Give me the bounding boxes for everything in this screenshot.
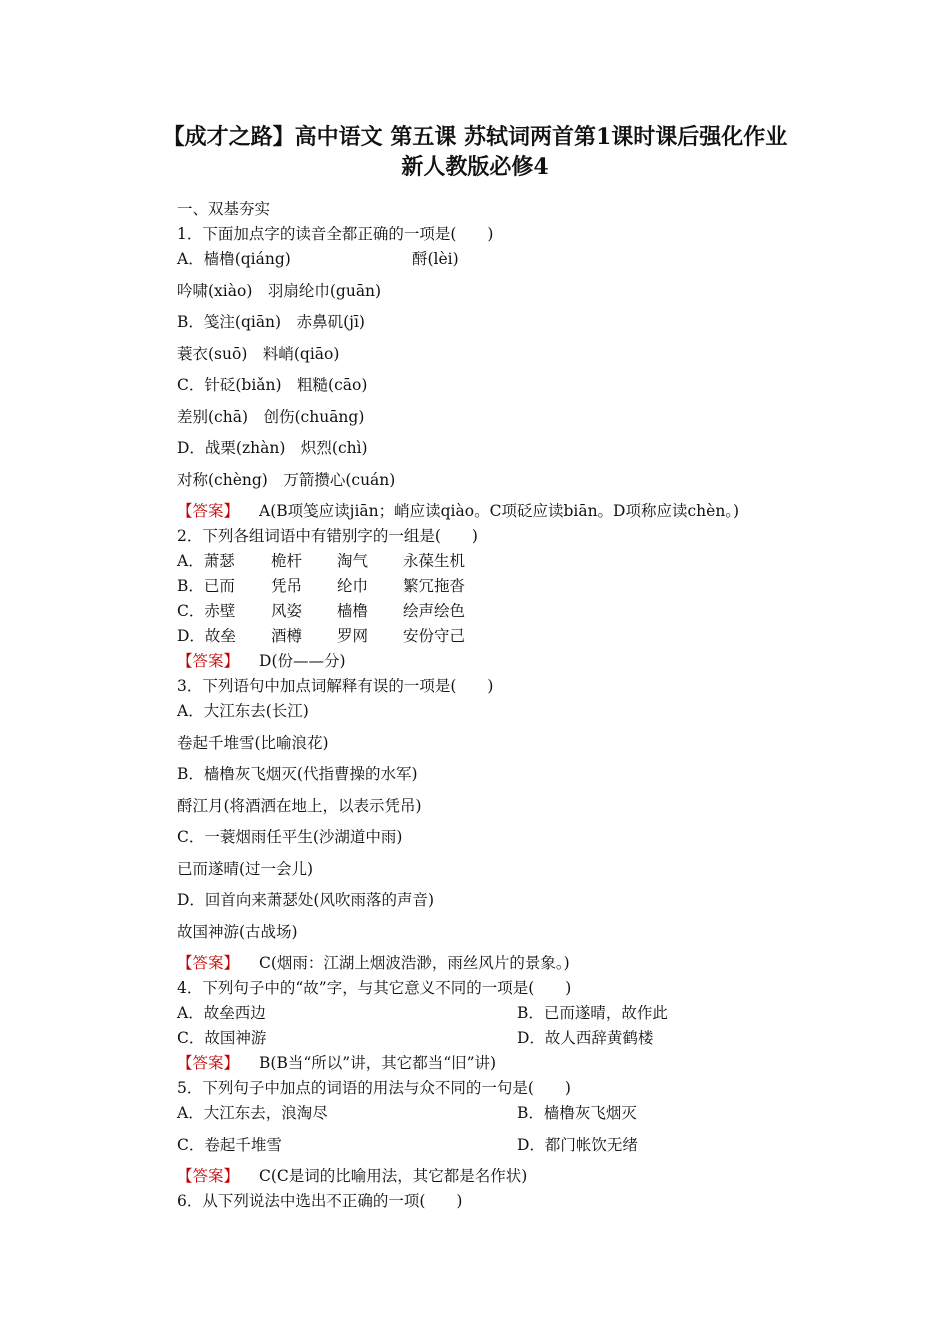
question-4-answer: [177, 1051, 817, 1076]
question-1-option-b-line1: B．笺注(qiān) 赤鼻矶(jī): [177, 313, 365, 331]
question-4-options-cd: [177, 1026, 817, 1051]
question-3-line: 酹江月(将酒洒在地上，以表示凭吊): [177, 796, 422, 815]
word-cell: 绘声绘色: [403, 602, 466, 620]
question-2-row-d: [177, 624, 817, 649]
answer-text: D(份——分): [259, 652, 346, 670]
question-5-stem: 5．下列句子中加点的词语的用法与众不同的一句是( ): [177, 1079, 571, 1097]
question-6-stem: 6．从下列说法中选出不正确的一项( ): [177, 1192, 463, 1210]
question-3-line: A．大江东去(长江): [177, 702, 309, 720]
question-4-stem: 4．下列句子中的“故”字，与其它意义不同的一项是( ): [177, 979, 572, 997]
question-1-answer: [177, 499, 817, 524]
word-cell: 凭吊: [271, 577, 303, 595]
question-2-stem: 2．下列各组词语中有错别字的一组是( ): [177, 527, 478, 545]
word-cell: 罗网: [337, 627, 369, 645]
option-text: A．樯橹(qiáng): [177, 250, 291, 268]
word-cell: 桅杆: [271, 552, 303, 570]
question-1-option-c-line1: C．针砭(biǎn) 粗糙(cāo): [177, 376, 368, 394]
question-4-options-ab: [177, 1001, 817, 1026]
question-3-line: B．樯橹灰飞烟灭(代指曹操的水军): [177, 765, 418, 783]
option-a: A．故垒西边: [177, 1004, 266, 1022]
answer-label: 【答案】: [177, 1167, 240, 1185]
option-c: C．卷起千堆雪: [177, 1135, 282, 1154]
question-3-line: C．一蓑烟雨任平生(沙湖道中雨): [177, 828, 403, 846]
question-1-option-c-line2: 差别(chā) 创伤(chuāng): [177, 407, 365, 426]
word-cell: B．已而: [177, 577, 235, 595]
option-a: A．大江东去，浪淘尽: [177, 1104, 328, 1122]
answer-label: 【答案】: [177, 1054, 240, 1072]
question-3-stem: 3．下列语句中加点词解释有误的一项是( ): [177, 677, 494, 695]
question-3-line: D．回首向来萧瑟处(风吹雨落的声音): [177, 891, 435, 909]
word-cell: C．赤壁: [177, 602, 236, 620]
question-1-option-b-line2: 蓑衣(suō) 料峭(qiāo): [177, 344, 340, 363]
option-b: B．已而遂晴，故作此: [517, 1004, 668, 1022]
question-5-options-cd: [177, 1133, 817, 1165]
word-cell: 安份守己: [403, 627, 466, 645]
question-1-option-d-line1: D．战栗(zhàn) 炽烈(chì): [177, 439, 368, 457]
answer-text: C(烟雨：江湖上烟波浩渺，雨丝风片的景象。): [259, 954, 570, 972]
question-2-row-a: [177, 549, 817, 574]
question-3-answer: [177, 951, 817, 976]
word-cell: 淘气: [337, 552, 369, 570]
word-cell: 永葆生机: [403, 552, 466, 570]
option-b: B．樯橹灰飞烟灭: [517, 1104, 637, 1122]
answer-text: A(B项笺应读jiān；峭应读qiào。C项砭应读biān。D项称应读chèn。): [259, 502, 740, 520]
option-c: C．故国神游: [177, 1029, 267, 1047]
question-5-options-ab: [177, 1101, 817, 1133]
question-1-option-d-line2: 对称(chèng) 万箭攒心(cuán): [177, 470, 396, 489]
question-3-line: 已而遂晴(过一会儿): [177, 859, 314, 878]
option-d: D．故人西辞黄鹤楼: [517, 1029, 654, 1047]
answer-text: C(C是词的比喻用法，其它都是名作状): [259, 1167, 528, 1185]
question-3-line: 故国神游(古战场): [177, 922, 298, 941]
document-title-line2: 新人教版必修4: [401, 154, 549, 180]
section-heading: 一、双基夯实: [177, 200, 271, 218]
question-2-row-b: [177, 574, 817, 599]
question-1-option-a-line1: [177, 247, 817, 279]
option-d: D．都门帐饮无绪: [517, 1135, 638, 1154]
option-text: 酹(lèi): [412, 250, 459, 268]
answer-label: 【答案】: [177, 954, 240, 972]
word-cell: 樯橹: [337, 602, 369, 620]
document-body: [177, 197, 817, 1214]
word-cell: D．故垒: [177, 627, 236, 645]
word-cell: 纶巾: [337, 577, 369, 595]
question-5-answer: [177, 1164, 817, 1189]
word-cell: 酒樽: [271, 627, 303, 645]
word-cell: 繁冗拖沓: [403, 577, 466, 595]
question-1-stem: 1．下面加点字的读音全都正确的一项是( ): [177, 225, 494, 243]
question-1-option-a-line2: 吟啸(xiào) 羽扇纶巾(guān): [177, 281, 382, 300]
question-3-line: 卷起千堆雪(比喻浪花): [177, 733, 329, 752]
word-cell: A．萧瑟: [177, 552, 235, 570]
answer-text: B(B当“所以”讲，其它都当“旧”讲): [259, 1054, 497, 1072]
question-2-answer: [177, 649, 817, 674]
document-title-line1: 【成才之路】高中语文 第五课 苏轼词两首第1课时课后强化作业: [162, 124, 788, 150]
question-2-row-c: [177, 599, 817, 624]
answer-label: 【答案】: [177, 502, 240, 520]
word-cell: 风姿: [271, 602, 303, 620]
answer-label: 【答案】: [177, 652, 240, 670]
